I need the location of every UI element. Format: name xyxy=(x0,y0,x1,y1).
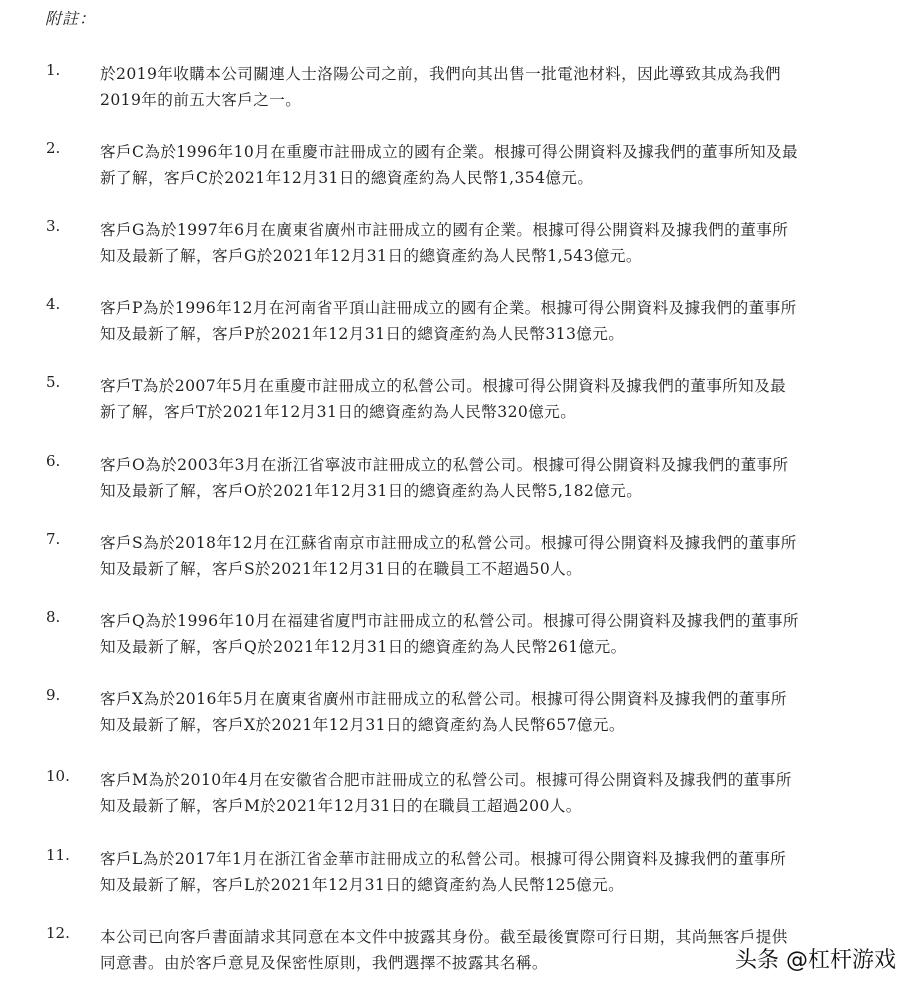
note-line: 客戶P為於1996年12月在河南省平頂山註冊成立的國有企業。根據可得公開資料及據我們的董事所 xyxy=(100,299,797,317)
note-line: 知及最新了解，客戶M於2021年12月31日的在職員工超過200人。 xyxy=(100,797,582,815)
note-line: 客戶S為於2018年12月在江蘇省南京市註冊成立的私營公司。根據可得公開資料及據我們的董事所 xyxy=(100,534,797,552)
note-number: 2. xyxy=(46,139,61,157)
note-number: 12. xyxy=(46,924,70,942)
note-text xyxy=(100,608,848,660)
note-text xyxy=(100,61,848,113)
note-line: 知及最新了解，客戶L於2021年12月31日的總資產約為人民幣125億元。 xyxy=(100,876,625,894)
note-line: 新了解，客戶T於2021年12月31日的總資產約為人民幣320億元。 xyxy=(100,403,577,421)
note-text xyxy=(100,530,848,582)
note-text xyxy=(100,139,848,191)
note-number: 5. xyxy=(46,373,61,391)
note-text xyxy=(100,452,848,504)
note-number: 4. xyxy=(46,295,61,313)
note-line: 客戶L為於2017年1月在浙江省金華市註冊成立的私營公司。根據可得公開資料及據我們的董事所 xyxy=(100,850,787,868)
note-number: 9. xyxy=(46,686,61,704)
watermark-text: 头条 @杠杆游戏 xyxy=(735,948,896,973)
note-number: 8. xyxy=(46,608,61,626)
note-number: 6. xyxy=(46,452,61,470)
note-line: 客戶O為於2003年3月在浙江省寧波市註冊成立的私營公司。根據可得公開資料及據我們的董事所 xyxy=(100,456,789,474)
note-line: 同意書。由於客戶意見及保密性原則，我們選擇不披露其名稱。 xyxy=(100,954,548,972)
note-line: 知及最新了解，客戶G於2021年12月31日的總資產約為人民幣1,543億元。 xyxy=(100,247,642,265)
note-line: 知及最新了解，客戶O於2021年12月31日的總資產約為人民幣5,182億元。 xyxy=(100,482,643,500)
note-text xyxy=(100,846,848,898)
note-line: 2019年的前五大客戶之一。 xyxy=(100,91,302,109)
note-number: 10. xyxy=(46,767,70,785)
note-line: 客戶X為於2016年5月在廣東省廣州市註冊成立的私營公司。根據可得公開資料及據我們的董事所 xyxy=(100,690,787,708)
note-line: 知及最新了解，客戶S於2021年12月31日的在職員工不超過50人。 xyxy=(100,560,583,578)
note-line: 客戶T為於2007年5月在重慶市註冊成立的私營公司。根據可得公開資料及據我們的董事所知及最 xyxy=(100,377,787,395)
note-line: 客戶M為於2010年4月在安徽省合肥市註冊成立的私營公司。根據可得公開資料及據我們的董事所 xyxy=(100,771,792,789)
note-line: 知及最新了解，客戶Q於2021年12月31日的總資產約為人民幣261億元。 xyxy=(100,638,627,656)
note-number: 3. xyxy=(46,217,61,235)
note-text xyxy=(100,295,848,347)
note-line: 本公司已向客戶書面請求其同意在本文件中披露其身份。截至最後實際可行日期，其尚無客戶提供 xyxy=(100,928,788,946)
note-number: 11. xyxy=(46,846,70,864)
note-line: 客戶C為於1996年10月在重慶市註冊成立的國有企業。根據可得公開資料及據我們的董事所知及最 xyxy=(100,143,799,161)
note-text xyxy=(100,686,848,738)
note-text xyxy=(100,767,848,819)
note-line: 客戶G為於1997年6月在廣東省廣州市註冊成立的國有企業。根據可得公開資料及據我們的董事所 xyxy=(100,221,789,239)
note-line: 於2019年收購本公司關連人士洛陽公司之前，我們向其出售一批電池材料，因此導致其成為我們 xyxy=(100,65,782,83)
note-line: 新了解，客戶C於2021年12月31日的總資產約為人民幣1,354億元。 xyxy=(100,169,594,187)
note-line: 知及最新了解，客戶X於2021年12月31日的總資產約為人民幣657億元。 xyxy=(100,716,625,734)
note-number: 7. xyxy=(46,530,61,548)
note-line: 客戶Q為於1996年10月在福建省廈門市註冊成立的私營公司。根據可得公開資料及據我們的董事所 xyxy=(100,612,799,630)
notes-heading: 附註： xyxy=(45,9,97,28)
note-text xyxy=(100,217,848,269)
note-number: 1. xyxy=(46,61,61,79)
note-text xyxy=(100,373,848,425)
note-line: 知及最新了解，客戶P於2021年12月31日的總資產約為人民幣313億元。 xyxy=(100,325,625,343)
